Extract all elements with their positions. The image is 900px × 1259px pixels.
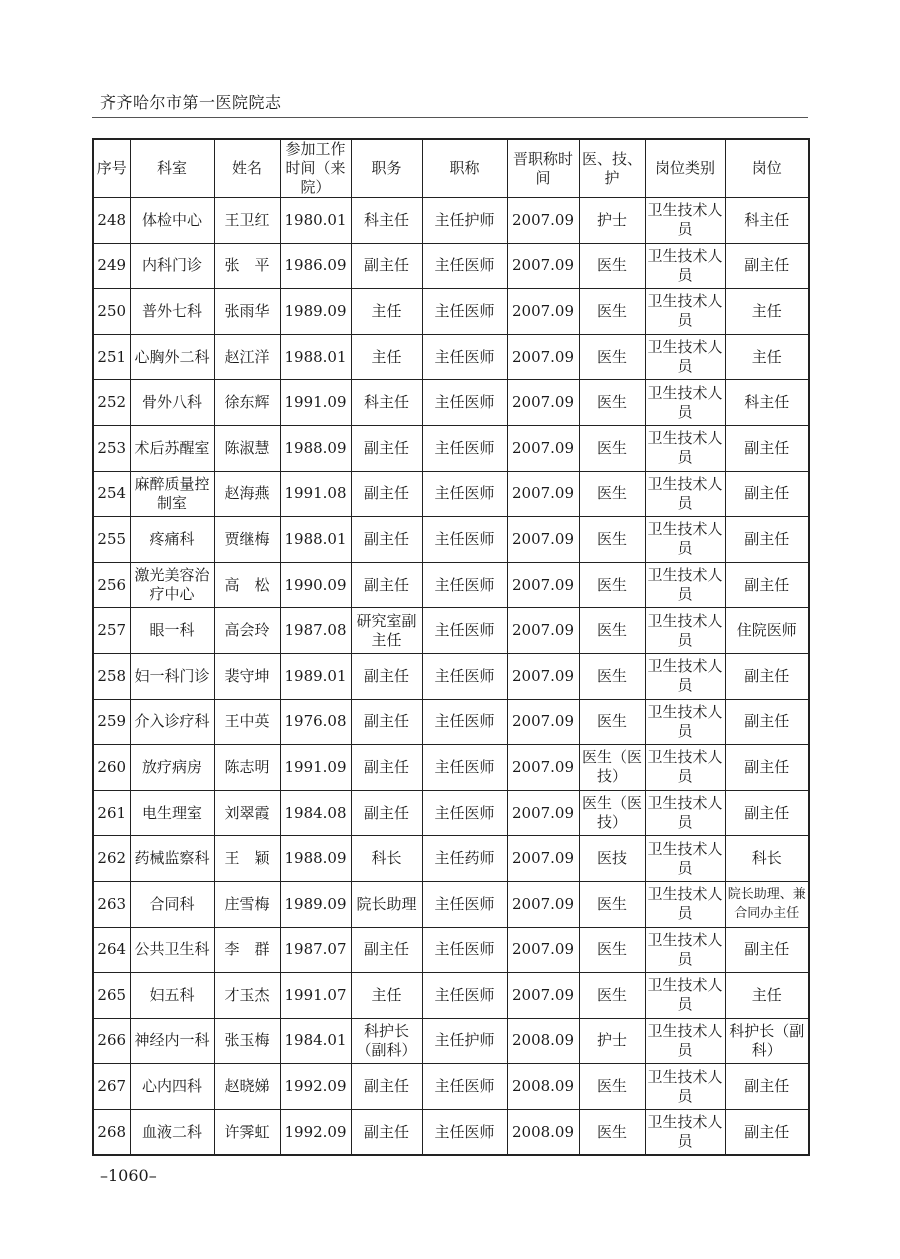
table-cell: 2007.09 — [507, 836, 579, 882]
table-cell: 疼痛科 — [130, 517, 214, 563]
table-cell: 裴守坤 — [214, 653, 280, 699]
page-header-title: 齐齐哈尔市第一医院院志 — [100, 93, 282, 112]
table-cell: 麻醉质量控制室 — [130, 471, 214, 517]
table-cell: 护士 — [579, 198, 645, 244]
table-cell: 院长助理 — [351, 881, 422, 927]
table-cell: 主任医师 — [422, 289, 507, 335]
table-cell: 卫生技术人员 — [645, 517, 725, 563]
table-cell: 主任医师 — [422, 471, 507, 517]
table-cell: 2007.09 — [507, 425, 579, 471]
table-cell: 1987.08 — [280, 608, 351, 654]
table-cell: 医生 — [579, 562, 645, 608]
table-cell: 卫生技术人员 — [645, 471, 725, 517]
table-cell: 1992.09 — [280, 1109, 351, 1155]
table-cell: 副主任 — [725, 653, 809, 699]
table-cell: 1976.08 — [280, 699, 351, 745]
table-cell: 副主任 — [351, 1109, 422, 1155]
table-cell: 1989.01 — [280, 653, 351, 699]
table-cell: 科护长（副科） — [351, 1018, 422, 1064]
table-cell: 医生（医技） — [579, 790, 645, 836]
table-cell: 卫生技术人员 — [645, 425, 725, 471]
table-cell: 张 平 — [214, 243, 280, 289]
table-cell: 放疗病房 — [130, 745, 214, 791]
table-row — [93, 471, 809, 517]
column-header: 岗位类别 — [645, 139, 725, 198]
table-cell: 1987.07 — [280, 927, 351, 973]
table-row — [93, 699, 809, 745]
table-row — [93, 790, 809, 836]
table-row — [93, 1109, 809, 1155]
table-cell: 医生 — [579, 1064, 645, 1110]
table-cell: 261 — [93, 790, 130, 836]
table-cell: 253 — [93, 425, 130, 471]
table-cell: 257 — [93, 608, 130, 654]
table-cell: 2007.09 — [507, 790, 579, 836]
table-cell: 眼一科 — [130, 608, 214, 654]
table-cell: 副主任 — [725, 1109, 809, 1155]
table-cell: 副主任 — [351, 471, 422, 517]
table-cell: 科主任 — [351, 198, 422, 244]
table-cell: 2007.09 — [507, 562, 579, 608]
table-cell: 高 松 — [214, 562, 280, 608]
table-cell: 1984.08 — [280, 790, 351, 836]
table-cell: 1991.09 — [280, 380, 351, 426]
table-cell: 科长 — [725, 836, 809, 882]
table-cell: 合同科 — [130, 881, 214, 927]
table-cell: 主任医师 — [422, 653, 507, 699]
table-row — [93, 517, 809, 563]
table-cell: 科长 — [351, 836, 422, 882]
table-cell: 高会玲 — [214, 608, 280, 654]
table-cell: 2007.09 — [507, 334, 579, 380]
table-cell: 刘翠霞 — [214, 790, 280, 836]
table-cell: 卫生技术人员 — [645, 380, 725, 426]
table-cell: 2007.09 — [507, 699, 579, 745]
table-row — [93, 1064, 809, 1110]
table-cell: 2007.09 — [507, 608, 579, 654]
table-cell: 医生 — [579, 289, 645, 335]
table-cell: 255 — [93, 517, 130, 563]
table-cell: 科主任 — [351, 380, 422, 426]
page-number: –1060– — [100, 1166, 157, 1185]
table-cell: 主任 — [725, 334, 809, 380]
table-cell: 介入诊疗科 — [130, 699, 214, 745]
table-cell: 医生 — [579, 927, 645, 973]
table-cell: 主任医师 — [422, 790, 507, 836]
table-cell: 2007.09 — [507, 380, 579, 426]
table-cell: 主任医师 — [422, 745, 507, 791]
table-cell: 副主任 — [725, 562, 809, 608]
column-header: 姓名 — [214, 139, 280, 198]
table-cell: 副主任 — [725, 471, 809, 517]
table-cell: 主任医师 — [422, 973, 507, 1019]
table-cell: 副主任 — [725, 790, 809, 836]
table-cell: 研究室副主任 — [351, 608, 422, 654]
table-cell: 1986.09 — [280, 243, 351, 289]
table-cell: 副主任 — [351, 562, 422, 608]
table-cell: 2007.09 — [507, 881, 579, 927]
table-cell: 住院医师 — [725, 608, 809, 654]
table-cell: 医生 — [579, 471, 645, 517]
table-cell: 副主任 — [725, 517, 809, 563]
table-cell: 2008.09 — [507, 1109, 579, 1155]
table-cell: 副主任 — [351, 243, 422, 289]
table-row — [93, 653, 809, 699]
table-row — [93, 243, 809, 289]
table-cell: 医生 — [579, 608, 645, 654]
header-divider — [92, 117, 808, 118]
table-cell: 主任医师 — [422, 380, 507, 426]
table-cell: 1989.09 — [280, 289, 351, 335]
column-header: 岗位 — [725, 139, 809, 198]
table-cell: 主任医师 — [422, 517, 507, 563]
table-cell: 医生 — [579, 973, 645, 1019]
table-cell: 252 — [93, 380, 130, 426]
table-cell: 卫生技术人员 — [645, 562, 725, 608]
table-cell: 徐东辉 — [214, 380, 280, 426]
table-cell: 1988.09 — [280, 836, 351, 882]
table-cell: 主任医师 — [422, 927, 507, 973]
table-cell: 药械监察科 — [130, 836, 214, 882]
table-cell: 赵海燕 — [214, 471, 280, 517]
table-cell: 贾继梅 — [214, 517, 280, 563]
column-header: 序号 — [93, 139, 130, 198]
table-header-row — [93, 139, 809, 198]
table-cell: 卫生技术人员 — [645, 881, 725, 927]
table-cell: 卫生技术人员 — [645, 973, 725, 1019]
table-cell: 副主任 — [725, 745, 809, 791]
table-cell: 主任药师 — [422, 836, 507, 882]
table-cell: 主任医师 — [422, 1109, 507, 1155]
table-row — [93, 608, 809, 654]
table-cell: 科主任 — [725, 198, 809, 244]
table-cell: 265 — [93, 973, 130, 1019]
table-row — [93, 198, 809, 244]
table-cell: 医生（医技） — [579, 745, 645, 791]
table-cell: 副主任 — [351, 425, 422, 471]
column-header: 医、技、护 — [579, 139, 645, 198]
table-cell: 陈淑慧 — [214, 425, 280, 471]
table-cell: 1991.08 — [280, 471, 351, 517]
table-cell: 2007.09 — [507, 973, 579, 1019]
table-cell: 副主任 — [351, 699, 422, 745]
table-cell: 副主任 — [351, 653, 422, 699]
table-cell: 心内四科 — [130, 1064, 214, 1110]
table-cell: 1992.09 — [280, 1064, 351, 1110]
column-header: 职称 — [422, 139, 507, 198]
table-cell: 心胸外二科 — [130, 334, 214, 380]
table-row — [93, 289, 809, 335]
table-row — [93, 836, 809, 882]
table-cell: 2007.09 — [507, 471, 579, 517]
table-cell: 1984.01 — [280, 1018, 351, 1064]
table-body — [93, 198, 809, 1156]
table-cell: 1991.07 — [280, 973, 351, 1019]
table-cell: 术后苏醒室 — [130, 425, 214, 471]
table-cell: 2008.09 — [507, 1064, 579, 1110]
column-header: 科室 — [130, 139, 214, 198]
table-cell: 科护长（副科） — [725, 1018, 809, 1064]
table-cell: 251 — [93, 334, 130, 380]
table-cell: 卫生技术人员 — [645, 927, 725, 973]
table-cell: 主任 — [351, 334, 422, 380]
table-cell: 249 — [93, 243, 130, 289]
table-cell: 医生 — [579, 653, 645, 699]
table-cell: 1988.01 — [280, 334, 351, 380]
table-cell: 庄雪梅 — [214, 881, 280, 927]
table-cell: 1991.09 — [280, 745, 351, 791]
table-cell: 李 群 — [214, 927, 280, 973]
table-cell: 血液二科 — [130, 1109, 214, 1155]
table-cell: 主任 — [351, 289, 422, 335]
table-cell: 副主任 — [351, 745, 422, 791]
table-cell: 1988.01 — [280, 517, 351, 563]
column-header: 参加工作时间（来院） — [280, 139, 351, 198]
table-cell: 卫生技术人员 — [645, 198, 725, 244]
table-cell: 260 — [93, 745, 130, 791]
table-cell: 1988.09 — [280, 425, 351, 471]
table-cell: 医生 — [579, 1109, 645, 1155]
table-cell: 2008.09 — [507, 1018, 579, 1064]
table-cell: 主任医师 — [422, 881, 507, 927]
table-cell: 卫生技术人员 — [645, 790, 725, 836]
table-cell: 259 — [93, 699, 130, 745]
staff-roster-table — [92, 138, 810, 1156]
table-cell: 赵江洋 — [214, 334, 280, 380]
table-cell: 卫生技术人员 — [645, 243, 725, 289]
table-cell: 医生 — [579, 699, 645, 745]
table-cell: 1989.09 — [280, 881, 351, 927]
table-cell: 副主任 — [351, 517, 422, 563]
table-cell: 体检中心 — [130, 198, 214, 244]
table-cell: 医生 — [579, 334, 645, 380]
table-cell: 张玉梅 — [214, 1018, 280, 1064]
table-cell: 骨外八科 — [130, 380, 214, 426]
table-cell: 2007.09 — [507, 198, 579, 244]
table-cell: 256 — [93, 562, 130, 608]
table-cell: 许霁虹 — [214, 1109, 280, 1155]
table-cell: 卫生技术人员 — [645, 745, 725, 791]
table-cell: 主任医师 — [422, 1064, 507, 1110]
table-cell: 卫生技术人员 — [645, 1064, 725, 1110]
table-cell: 2007.09 — [507, 517, 579, 563]
table-cell: 1980.01 — [280, 198, 351, 244]
table-cell: 内科门诊 — [130, 243, 214, 289]
table-cell: 主任医师 — [422, 334, 507, 380]
table-cell: 266 — [93, 1018, 130, 1064]
table-cell: 科主任 — [725, 380, 809, 426]
table-cell: 267 — [93, 1064, 130, 1110]
table-cell: 副主任 — [725, 425, 809, 471]
table-cell: 卫生技术人员 — [645, 653, 725, 699]
table-row — [93, 425, 809, 471]
table-cell: 主任 — [725, 289, 809, 335]
table-cell: 陈志明 — [214, 745, 280, 791]
table-cell: 副主任 — [725, 699, 809, 745]
table-cell: 王中英 — [214, 699, 280, 745]
table-row — [93, 1018, 809, 1064]
table-cell: 2007.09 — [507, 745, 579, 791]
table-cell: 公共卫生科 — [130, 927, 214, 973]
table-cell: 250 — [93, 289, 130, 335]
table-cell: 卫生技术人员 — [645, 1018, 725, 1064]
table-cell: 医生 — [579, 517, 645, 563]
table-cell: 才玉杰 — [214, 973, 280, 1019]
table-cell: 副主任 — [351, 1064, 422, 1110]
table-cell: 主任医师 — [422, 699, 507, 745]
table-row — [93, 881, 809, 927]
table-cell: 主任医师 — [422, 562, 507, 608]
table-cell: 副主任 — [725, 927, 809, 973]
table-cell: 副主任 — [725, 1064, 809, 1110]
table-cell: 248 — [93, 198, 130, 244]
table-cell: 主任 — [351, 973, 422, 1019]
table-row — [93, 927, 809, 973]
table-cell: 2007.09 — [507, 653, 579, 699]
table-cell: 主任医师 — [422, 608, 507, 654]
table-cell: 卫生技术人员 — [645, 608, 725, 654]
table-cell: 医生 — [579, 243, 645, 289]
table-cell: 妇五科 — [130, 973, 214, 1019]
column-header: 职务 — [351, 139, 422, 198]
table-cell: 主任 — [725, 973, 809, 1019]
column-header: 晋职称时间 — [507, 139, 579, 198]
table-row — [93, 334, 809, 380]
table-cell: 妇一科门诊 — [130, 653, 214, 699]
table-cell: 卫生技术人员 — [645, 289, 725, 335]
table-cell: 卫生技术人员 — [645, 1109, 725, 1155]
table-cell: 普外七科 — [130, 289, 214, 335]
table-cell: 卫生技术人员 — [645, 334, 725, 380]
table-cell: 2007.09 — [507, 927, 579, 973]
table-cell: 2007.09 — [507, 243, 579, 289]
table-cell: 主任护师 — [422, 198, 507, 244]
table-row — [93, 380, 809, 426]
table-cell: 医生 — [579, 425, 645, 471]
table-cell: 医生 — [579, 380, 645, 426]
table-cell: 赵晓娣 — [214, 1064, 280, 1110]
table-cell: 卫生技术人员 — [645, 699, 725, 745]
table-cell: 1990.09 — [280, 562, 351, 608]
table-cell: 268 — [93, 1109, 130, 1155]
table-cell: 王卫红 — [214, 198, 280, 244]
table-cell: 院长助理、兼合同办主任 — [725, 881, 809, 927]
table-cell: 主任护师 — [422, 1018, 507, 1064]
table-cell: 副主任 — [351, 927, 422, 973]
table-cell: 医生 — [579, 881, 645, 927]
table-cell: 2007.09 — [507, 289, 579, 335]
table-cell: 医技 — [579, 836, 645, 882]
table-cell: 262 — [93, 836, 130, 882]
table-row — [93, 973, 809, 1019]
table-cell: 主任医师 — [422, 243, 507, 289]
table-cell: 264 — [93, 927, 130, 973]
table-cell: 护士 — [579, 1018, 645, 1064]
table-cell: 258 — [93, 653, 130, 699]
table-cell: 副主任 — [725, 243, 809, 289]
table-cell: 激光美容治疗中心 — [130, 562, 214, 608]
table-cell: 张雨华 — [214, 289, 280, 335]
table-cell: 主任医师 — [422, 425, 507, 471]
table-cell: 卫生技术人员 — [645, 836, 725, 882]
table-cell: 254 — [93, 471, 130, 517]
table-cell: 神经内一科 — [130, 1018, 214, 1064]
table-row — [93, 745, 809, 791]
table-row — [93, 562, 809, 608]
table-cell: 副主任 — [351, 790, 422, 836]
table-cell: 王 颖 — [214, 836, 280, 882]
table-cell: 电生理室 — [130, 790, 214, 836]
table-cell: 263 — [93, 881, 130, 927]
